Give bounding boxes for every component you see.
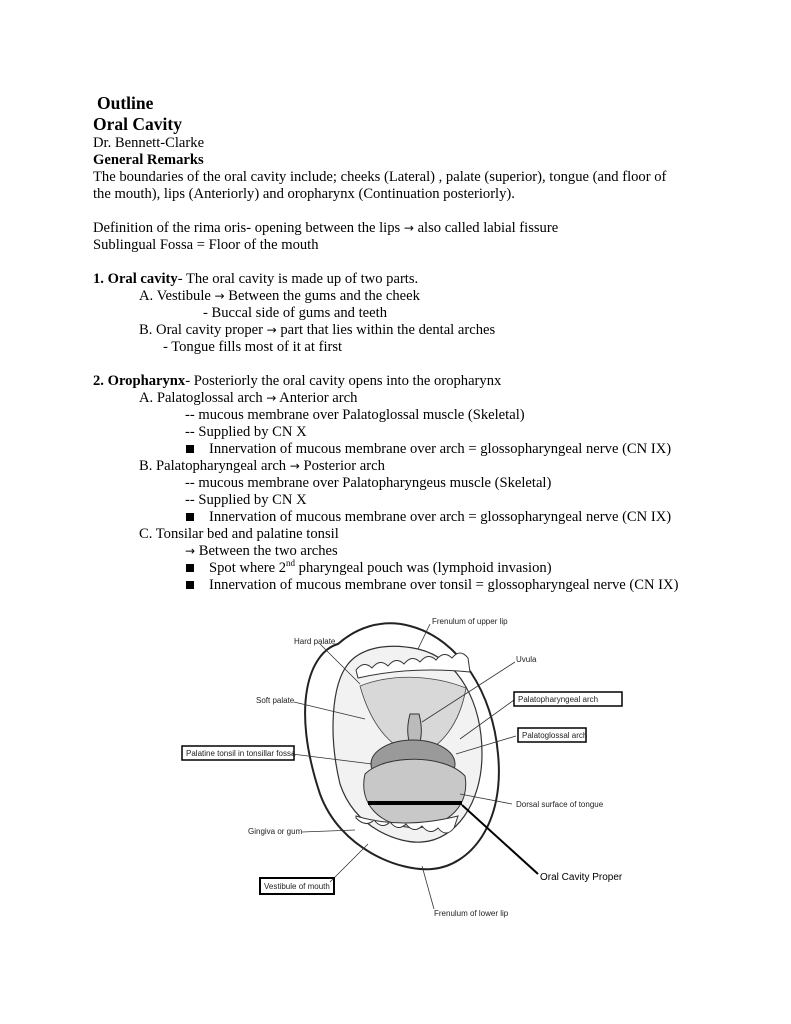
square-bullet-icon xyxy=(186,445,194,453)
arrow-right-icon: → xyxy=(266,391,277,405)
section-2-item-b-sub-2: -- Supplied by CN X xyxy=(185,492,307,508)
label-uvula: Uvula xyxy=(516,655,537,664)
section-2-item-a: A. Palatoglossal arch → Anterior arch xyxy=(139,390,358,406)
outline-heading: Outline xyxy=(97,93,154,113)
label-vestibule-of-mouth: Vestibule of mouth xyxy=(264,882,330,891)
section-1-heading: 1. Oral cavity- The oral cavity is made up of two parts. xyxy=(93,271,419,287)
arrow-right-icon: → xyxy=(289,459,300,473)
oral-cavity-illustration xyxy=(160,604,628,936)
page-title: Oral Cavity xyxy=(93,114,182,134)
arrow-right-icon: → xyxy=(266,323,277,337)
label-frenulum-upper-lip: Frenulum of upper lip xyxy=(432,617,508,626)
section-2-item-c: C. Tonsilar bed and palatine tonsil xyxy=(139,526,339,542)
section-heading-general-remarks: General Remarks xyxy=(93,152,204,168)
label-hard-palate: Hard palate xyxy=(294,637,336,646)
square-bullet-icon xyxy=(186,581,194,589)
section-2-heading: 2. Oropharynx- Posteriorly the oral cavity opens into the oropharynx xyxy=(93,373,502,389)
section-1-item-a: A. Vestibule → Between the gums and the cheek xyxy=(139,288,420,304)
label-dorsal-surface-tongue: Dorsal surface of tongue xyxy=(516,800,604,809)
label-palatine-tonsil: Palatine tonsil in tonsillar fossa xyxy=(186,749,296,758)
arrow-right-icon: → xyxy=(185,544,196,558)
square-bullet-icon xyxy=(186,513,194,521)
label-oral-cavity-proper: Oral Cavity Proper xyxy=(540,872,623,883)
label-palatoglossal-arch: Palatoglossal arch xyxy=(522,731,588,740)
remarks-line-1: The boundaries of the oral cavity include; cheeks (Lateral) , palate (superior), tongue (and floor of xyxy=(93,169,667,185)
label-frenulum-lower-lip: Frenulum of lower lip xyxy=(434,909,509,918)
section-2-item-c-bullet-2: Innervation of mucous membrane over tonsil = glossopharyngeal nerve (CN IX) xyxy=(93,577,733,594)
document-page xyxy=(93,93,733,594)
section-2-item-c-bullet-1: Spot where 2nd pharyngeal pouch was (lymphoid invasion) xyxy=(93,560,733,577)
sublingual-fossa: Sublingual Fossa = Floor of the mouth xyxy=(93,237,319,253)
label-gingiva: Gingiva or gum xyxy=(248,827,303,836)
section-2-item-a-bullet: Innervation of mucous membrane over arch = glossopharyngeal nerve (CN IX) xyxy=(93,441,733,458)
section-2-item-b-bullet: Innervation of mucous membrane over arch = glossopharyngeal nerve (CN IX) xyxy=(93,509,733,526)
label-palatopharyngeal-arch: Palatopharyngeal arch xyxy=(518,695,599,704)
section-1-item-b-sub: - Tongue fills most of it at first xyxy=(163,339,343,355)
author: Dr. Bennett-Clarke xyxy=(93,135,205,151)
arrow-right-icon: → xyxy=(214,289,225,303)
section-2-item-a-sub-1: -- mucous membrane over Palatoglossal muscle (Skeletal) xyxy=(185,407,525,423)
section-2-item-a-sub-2: -- Supplied by CN X xyxy=(185,424,307,440)
arrow-right-icon: → xyxy=(403,221,414,235)
rima-oris-definition: Definition of the rima oris- opening between the lips → also called labial fissure xyxy=(93,220,559,236)
section-2-item-b: B. Palatopharyngeal arch → Posterior arch xyxy=(139,458,385,474)
section-1-item-a-sub: - Buccal side of gums and teeth xyxy=(203,305,387,321)
label-soft-palate: Soft palate xyxy=(256,696,295,705)
section-2-item-c-sub: → Between the two arches xyxy=(185,543,338,559)
remarks-line-2: the mouth), lips (Anteriorly) and oropharynx (Continuation posteriorly). xyxy=(93,186,515,202)
square-bullet-icon xyxy=(186,564,194,572)
section-1-item-b: B. Oral cavity proper → part that lies within the dental arches xyxy=(139,322,496,338)
oral-cavity-diagram xyxy=(160,604,628,936)
section-2-item-b-sub-1: -- mucous membrane over Palatopharyngeus muscle (Skeletal) xyxy=(185,475,552,491)
